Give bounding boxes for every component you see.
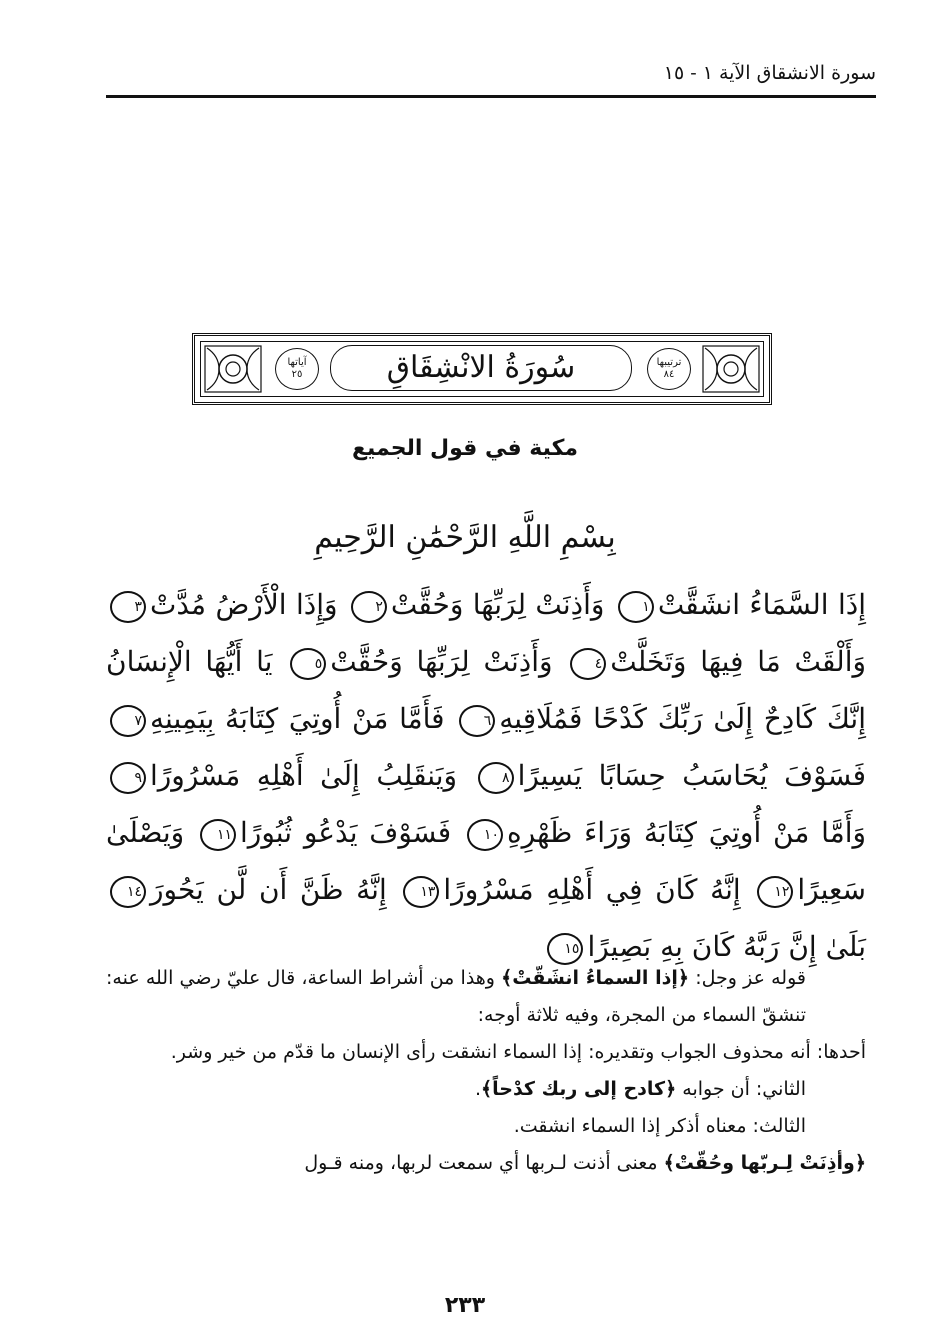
ayah-number-marker: ١ (618, 591, 654, 623)
commentary-text: وهذا من أشراط الساعة، قال عليّ رضي الله عنه: تنشقّ السماء من المجرة، وفيه ثلاثة أوجه: (106, 967, 806, 1026)
ayah-number-marker: ١٤ (110, 876, 146, 908)
surah-title-frame (192, 333, 772, 405)
order-label: ترتيبها (656, 357, 682, 368)
right-arabesque-icon (701, 344, 761, 394)
ayah-text: إِذَا السَّمَاءُ انشَقَّتْ (657, 588, 866, 621)
commentary-text: قوله عز وجل: (689, 967, 806, 989)
ayah-text: وَأَلْقَتْ مَا فِيهَا وَتَخَلَّتْ (610, 645, 866, 678)
order-value: ٨٤ (663, 369, 675, 380)
ayah-text: وَأَذِنَتْ لِرَبِّهَا وَحُقَّتْ (330, 645, 553, 678)
ayah-number-marker: ١٥ (547, 933, 583, 965)
ayah-text: فَسَوْفَ يَدْعُو ثُبُورًا (240, 816, 452, 849)
surah-name: سُورَةُ الانْشِقَاقِ (386, 350, 576, 385)
ayah-number-marker: ٥ (290, 648, 326, 680)
ayah-text: وَإِذَا الْأَرْضُ مُدَّتْ (150, 588, 338, 621)
ayah-number-marker: ٨ (478, 762, 514, 794)
surah-order-medallion (647, 348, 691, 390)
verse-count-medallion (275, 348, 319, 390)
ayah-text: إِنَّهُ ظَنَّ أَن لَّن يَحُورَ (150, 873, 387, 906)
commentary (106, 960, 866, 1182)
quran-quote: ﴿كادح إلى ربك كدْحاً﴾ (480, 1078, 677, 1100)
commentary-text: . (474, 1078, 481, 1100)
basmala: بِسْمِ اللَّهِ الرَّحْمَٰنِ الرَّحِيمِ (314, 520, 616, 555)
verses-value: ٢٥ (291, 369, 303, 380)
commentary-text: معنى أذنت لـربها أي سمعت لربها، ومنه قـول (304, 1152, 664, 1174)
surah-name-cartouche (330, 345, 632, 391)
commentary-paragraph: الثالث: معناه أذكر إذا السماء انشقت. (513, 1115, 806, 1137)
ayah-text: فَسَوْفَ يُحَاسَبُ حِسَابًا يَسِيرًا (517, 759, 866, 792)
ayah-number-marker: ١٣ (403, 876, 439, 908)
commentary-paragraph (106, 1145, 866, 1182)
commentary-paragraph (106, 1071, 866, 1108)
ayah-number-marker: ١١ (200, 819, 236, 851)
left-arabesque-icon (203, 344, 263, 394)
quran-verses (106, 576, 866, 975)
ayah-text: وَأَمَّا مَنْ أُوتِيَ كِتَابَهُ وَرَاءَ ظَهْرِهِ (506, 816, 866, 849)
ayah-number-marker: ٦ (459, 705, 495, 737)
quran-quote: ﴿إذا السماءُ انشَقّتْ﴾ (501, 967, 690, 989)
commentary-paragraph (106, 960, 866, 1034)
ayah-text: بَلَىٰ إِنَّ رَبَّهُ كَانَ بِهِ بَصِيرًا (587, 930, 866, 963)
running-title: سورة الانشقاق الآية ١ - ١٥ (663, 62, 876, 84)
verses-label: آياتها (287, 357, 307, 368)
ayah-number-marker: ١٢ (757, 876, 793, 908)
ayah-number-marker: ٩ (110, 762, 146, 794)
ayah-number-marker: ٤ (570, 648, 606, 680)
ayah-text: وَيَنقَلِبُ إِلَىٰ أَهْلِهِ مَسْرُورًا (150, 759, 458, 792)
quran-quote: ﴿وأذِنَتْ لِـربّها وحُقّتْ﴾ (663, 1152, 866, 1174)
running-header (106, 58, 876, 98)
commentary-paragraph: أحدها: أنه محذوف الجواب وتقديره: إذا السماء انشقت رأى الإنسان ما قدّم من خير وشر. (170, 1041, 866, 1063)
ayah-number-marker: ٧ (110, 705, 146, 737)
ayah-text: يَا أَيُّهَا الْإِنسَانُ إِنَّكَ كَادِحٌ إِلَىٰ رَبِّكَ كَدْحًا فَمُلَاقِيهِ (106, 645, 866, 735)
ayah-number-marker: ١٠ (467, 819, 503, 851)
ayah-text: إِنَّهُ كَانَ فِي أَهْلِهِ مَسْرُورًا (443, 873, 741, 906)
ayah-text: وَيَصْلَىٰ سَعِيرًا (106, 816, 867, 906)
ayah-number-marker: ٣ (110, 591, 146, 623)
revelation-note: مكية في قول الجميع (351, 436, 579, 461)
page-number: ٢٣٣ (444, 1293, 486, 1318)
ayah-text: وَأَذِنَتْ لِرَبِّهَا وَحُقَّتْ (390, 588, 605, 621)
commentary-text: الثاني: أن جوابه (676, 1078, 806, 1100)
ayah-text: فَأَمَّا مَنْ أُوتِيَ كِتَابَهُ بِيَمِينِهِ (150, 702, 445, 735)
ayah-number-marker: ٢ (351, 591, 387, 623)
